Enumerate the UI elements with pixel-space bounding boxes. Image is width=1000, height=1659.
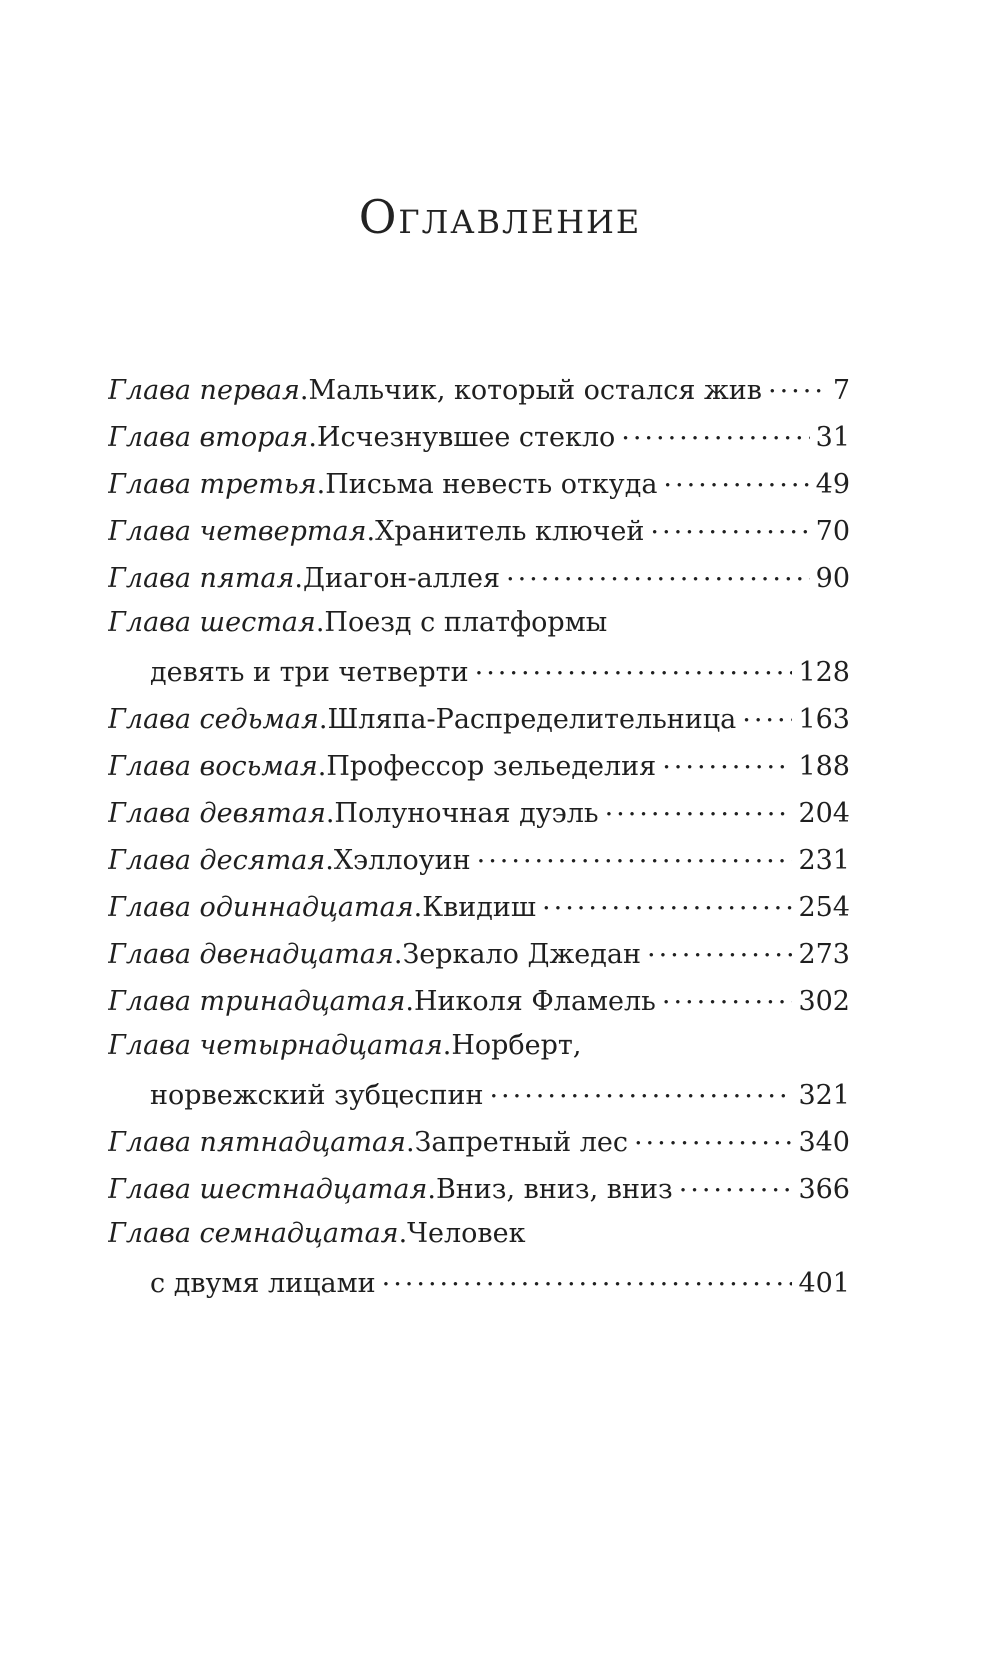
chapter-title: Хэллоуин <box>333 845 471 876</box>
dot-leader <box>647 936 792 963</box>
dot-leader <box>662 748 792 775</box>
chapter-label: Глава пятнадцатая <box>108 1127 406 1158</box>
label-separator: . <box>405 986 414 1017</box>
toc-entry <box>108 372 850 419</box>
chapter-title: Вниз, вниз, вниз <box>435 1174 673 1205</box>
chapter-title: Запретный лес <box>414 1127 628 1158</box>
chapter-title: Шляпа-Распределительница <box>327 704 737 735</box>
chapter-label: Глава одиннадцатая <box>108 892 414 923</box>
label-separator: . <box>427 1174 436 1205</box>
toc-entry <box>108 795 850 842</box>
chapter-title: Квидиш <box>422 892 537 923</box>
chapter-title: Полуночная дуэль <box>334 798 599 829</box>
chapter-title: Мальчик, который остался жив <box>308 375 762 406</box>
chapter-label: Глава двенадцатая <box>108 939 394 970</box>
page-number: 31 <box>815 422 850 453</box>
toc-entry <box>108 936 850 983</box>
label-separator: . <box>325 798 335 829</box>
label-separator: . <box>315 607 325 638</box>
chapter-title: Поезд с платформы <box>324 607 608 638</box>
chapter-title: Профессор зельеделия <box>326 751 657 782</box>
page-number: 401 <box>798 1268 850 1299</box>
dot-leader <box>662 983 793 1010</box>
label-separator: . <box>393 939 403 970</box>
page-number: 321 <box>798 1080 850 1111</box>
chapter-title: Хранитель ключей <box>375 516 645 547</box>
chapter-title: Диагон-аллея <box>303 563 500 594</box>
label-separator: . <box>316 469 326 500</box>
chapter-title: Человек <box>407 1218 526 1249</box>
toc-entry <box>108 1124 850 1171</box>
toc-entry <box>108 1218 850 1265</box>
chapter-label: Глава четырнадцатая <box>108 1030 443 1061</box>
label-separator: . <box>318 704 328 735</box>
chapter-label: Глава шестая <box>108 607 316 638</box>
label-separator: . <box>299 375 309 406</box>
dot-leader <box>634 1124 792 1151</box>
label-separator: . <box>413 892 423 923</box>
page-number: 366 <box>798 1174 850 1205</box>
dot-leader <box>506 560 810 587</box>
page-number: 163 <box>798 704 850 735</box>
dot-leader <box>650 513 809 540</box>
toc-entry-continuation <box>108 654 850 701</box>
page-number: 254 <box>798 892 850 923</box>
chapter-label: Глава тринадцатая <box>108 986 406 1017</box>
chapter-label: Глава десятая <box>108 845 326 876</box>
toc-entry <box>108 983 850 1030</box>
toc-entry-continuation <box>108 1265 850 1312</box>
label-separator: . <box>398 1218 408 1249</box>
toc-entry <box>108 748 850 795</box>
chapter-title: Зеркало Джедан <box>402 939 641 970</box>
chapter-title-continuation: девять и три четверти <box>150 657 469 688</box>
toc-entry <box>108 889 850 936</box>
chapter-title: Норберт, <box>451 1030 582 1061</box>
chapter-label: Глава пятая <box>108 563 295 594</box>
label-separator: . <box>325 845 334 876</box>
label-separator: . <box>308 422 317 453</box>
chapter-title: Николя Фламель <box>413 986 656 1017</box>
chapter-title-continuation: с двумя лицами <box>150 1268 376 1299</box>
label-separator: . <box>442 1030 452 1061</box>
toc-entry <box>108 1030 850 1077</box>
chapter-label: Глава четвертая <box>108 516 367 547</box>
toc-entry <box>108 1171 850 1218</box>
page-number: 273 <box>798 939 850 970</box>
dot-leader <box>742 701 792 728</box>
page-number: 90 <box>815 563 850 594</box>
chapter-label: Глава третья <box>108 469 317 500</box>
page-number: 128 <box>798 657 850 688</box>
dot-leader <box>663 466 809 493</box>
dot-leader <box>542 889 792 916</box>
dot-leader <box>475 654 793 681</box>
label-separator: . <box>405 1127 415 1158</box>
toc-entry <box>108 842 850 889</box>
dot-leader <box>489 1077 792 1104</box>
chapter-title: Исчезнувшее стекло <box>316 422 616 453</box>
dot-leader <box>605 795 793 822</box>
page-title: Оглавление <box>358 190 642 244</box>
dot-leader <box>621 419 809 446</box>
chapter-label: Глава первая <box>108 375 300 406</box>
table-of-contents <box>108 372 850 1312</box>
label-separator: . <box>294 563 303 594</box>
chapter-label: Глава девятая <box>108 798 326 829</box>
chapter-label: Глава вторая <box>108 422 309 453</box>
page-number: 7 <box>832 375 850 406</box>
chapter-label: Глава семнадцатая <box>108 1218 399 1249</box>
chapter-label: Глава седьмая <box>108 704 319 735</box>
label-separator: . <box>317 751 327 782</box>
page-number: 49 <box>815 469 850 500</box>
toc-entry <box>108 607 850 654</box>
dot-leader <box>382 1265 793 1292</box>
chapter-label: Глава восьмая <box>108 751 318 782</box>
chapter-label: Глава шестнадцатая <box>108 1174 428 1205</box>
dot-leader <box>768 372 827 399</box>
page-number: 70 <box>815 516 850 547</box>
toc-entry <box>108 701 850 748</box>
label-separator: . <box>366 516 376 547</box>
page-number: 188 <box>798 751 850 782</box>
page-number: 204 <box>798 798 850 829</box>
dot-leader <box>477 842 793 869</box>
page-number: 302 <box>798 986 850 1017</box>
toc-entry-continuation <box>108 1077 850 1124</box>
page-number: 340 <box>798 1127 850 1158</box>
toc-entry <box>108 560 850 607</box>
dot-leader <box>679 1171 793 1198</box>
chapter-title-continuation: норвежский зубцеспин <box>150 1080 484 1111</box>
chapter-title: Письма невесть откуда <box>325 469 658 500</box>
toc-entry <box>108 419 850 466</box>
toc-entry <box>108 466 850 513</box>
page-number: 231 <box>798 845 850 876</box>
toc-entry <box>108 513 850 560</box>
